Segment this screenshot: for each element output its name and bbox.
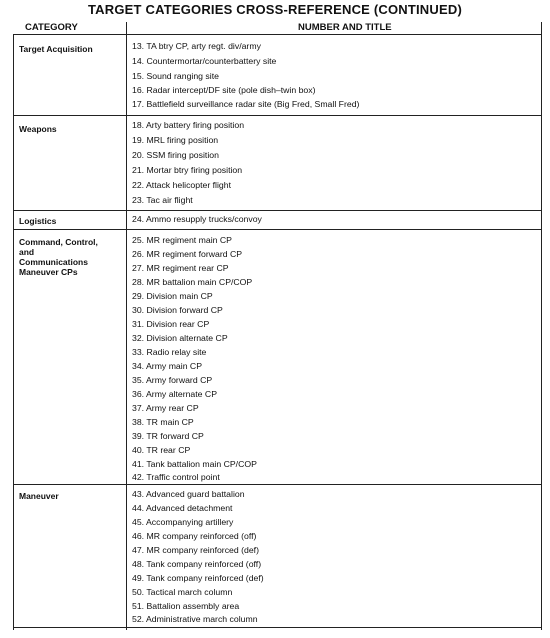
list-item: 40. TR rear CP: [132, 445, 191, 455]
column-divider: [126, 22, 127, 630]
list-item: 21. Mortar btry firing position: [132, 165, 243, 175]
page-title: TARGET CATEGORIES CROSS-REFERENCE (CONTINUED): [88, 2, 462, 17]
list-item: 23. Tac air flight: [132, 195, 193, 205]
list-item: 22. Attack helicopter flight: [132, 180, 231, 190]
list-item: 45. Accompanying artillery: [132, 517, 234, 527]
list-item: 18. Arty battery firing position: [132, 120, 245, 130]
list-item: 38. TR main CP: [132, 417, 194, 427]
list-item: 42. Traffic control point: [132, 472, 220, 482]
row-rule: [13, 115, 542, 116]
list-item: 34. Army main CP: [132, 361, 203, 371]
table-right-rule: [541, 22, 542, 630]
list-item: 46. MR company reinforced (off): [132, 531, 257, 541]
header-rule: [13, 34, 542, 35]
list-item: 17. Battlefield surveillance radar site (Big Fred, Small Fred): [132, 99, 360, 109]
list-item: 43. Advanced guard battalion: [132, 489, 245, 499]
list-item: 15. Sound ranging site: [132, 71, 219, 81]
list-item: 25. MR regiment main CP: [132, 235, 232, 245]
list-item: 31. Division rear CP: [132, 319, 210, 329]
list-item: 44. Advanced detachment: [132, 503, 233, 513]
list-item: 50. Tactical march column: [132, 587, 233, 597]
list-item: 49. Tank company reinforced (def): [132, 573, 264, 583]
list-item: 14. Countermortar/counterbattery site: [132, 56, 277, 66]
list-item: 32. Division alternate CP: [132, 333, 228, 343]
list-item: 47. MR company reinforced (def): [132, 545, 259, 555]
list-item: 28. MR battalion main CP/COP: [132, 277, 253, 287]
category-label: Weapons: [19, 124, 57, 134]
list-item: 39. TR forward CP: [132, 431, 204, 441]
list-item: 37. Army rear CP: [132, 403, 199, 413]
list-item: 35. Army forward CP: [132, 375, 213, 385]
row-rule: [13, 627, 542, 628]
column-header-category: CATEGORY: [25, 22, 78, 33]
list-item: 48. Tank company reinforced (off): [132, 559, 262, 569]
category-label: Command, Control, and Communications Maneuver CPs: [19, 237, 98, 277]
list-item: 20. SSM firing position: [132, 150, 219, 160]
table-left-rule: [13, 34, 14, 630]
list-item: 19. MRL firing position: [132, 135, 219, 145]
category-label: Target Acquisition: [19, 44, 93, 54]
list-item: 16. Radar intercept/DF site (pole dish–twin box): [132, 85, 316, 95]
list-item: 29. Division main CP: [132, 291, 213, 301]
list-item: 30. Division forward CP: [132, 305, 223, 315]
list-item: 36. Army alternate CP: [132, 389, 217, 399]
row-rule: [13, 229, 542, 230]
category-label: Logistics: [19, 216, 57, 226]
category-label: Maneuver: [19, 491, 59, 501]
list-item: 26. MR regiment forward CP: [132, 249, 243, 259]
list-item: 27. MR regiment rear CP: [132, 263, 229, 273]
list-item: 41. Tank battalion main CP/COP: [132, 459, 257, 469]
list-item: 33. Radio relay site: [132, 347, 207, 357]
column-header-number-and-title: NUMBER AND TITLE: [298, 22, 392, 33]
row-rule: [13, 210, 542, 211]
list-item: 52. Administrative march column: [132, 614, 258, 624]
list-item: 51. Battalion assembly area: [132, 601, 240, 611]
list-item: 24. Ammo resupply trucks/convoy: [132, 214, 262, 224]
list-item: 13. TA btry CP, arty regt. div/army: [132, 41, 261, 51]
row-rule: [13, 484, 542, 485]
